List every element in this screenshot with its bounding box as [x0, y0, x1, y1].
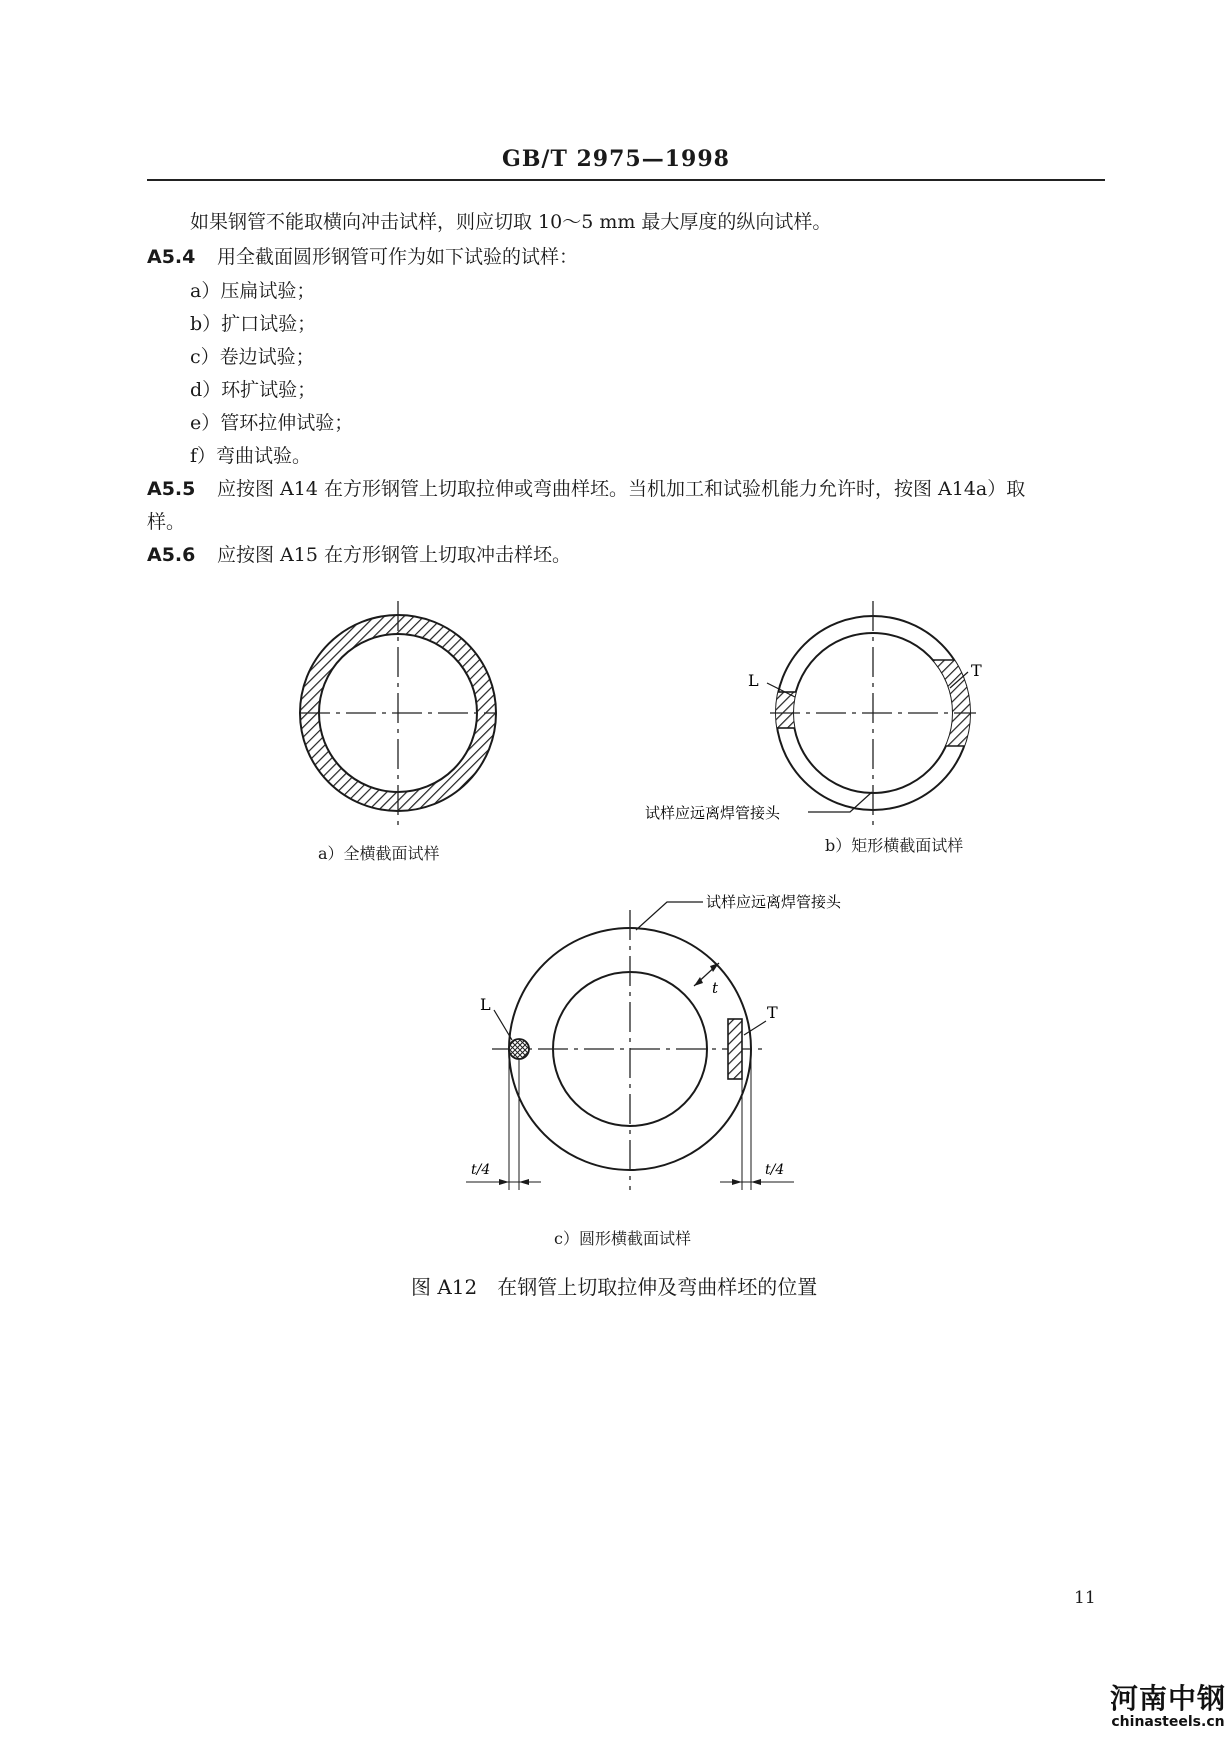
clause-number: A5.4 — [147, 246, 196, 268]
label-t: t — [712, 979, 719, 997]
clause-text: 应按图 A15 在方形钢管上切取冲击样坯。 — [217, 544, 571, 566]
list-item: b）扩口试验； — [190, 313, 317, 335]
weld-note: 试样应远离焊管接头 — [706, 893, 842, 911]
caption-a: a）全横截面试样 — [318, 844, 440, 863]
transverse-specimen — [728, 1019, 742, 1079]
clause-number: A5.5 — [147, 478, 196, 500]
dim-label-left: t/4 — [471, 1162, 491, 1178]
figure-c-round-section — [466, 893, 842, 1190]
weld-note: 试样应远离焊管接头 — [645, 804, 781, 822]
document-header: GB/T 2975—1998 — [502, 146, 730, 172]
figure-a-full-section — [300, 601, 496, 825]
list-item: e）管环拉伸试验； — [190, 412, 354, 434]
clause-text: 应按图 A14 在方形钢管上切取拉伸或弯曲样坯。当机加工和试验机能力允许时，按图 A14a）取 — [217, 478, 1026, 500]
list-item: c）卷边试验； — [190, 346, 315, 368]
label-T: T — [971, 661, 982, 680]
dimension-arrow — [751, 1179, 761, 1185]
clause-text: 用全截面圆形钢管可作为如下试验的试样： — [217, 246, 579, 268]
caption-b: b）矩形横截面试样 — [825, 836, 964, 855]
label-T: T — [767, 1003, 778, 1022]
leader-line-weld — [636, 902, 703, 930]
watermark-en: chinasteels.cn — [1111, 1714, 1225, 1730]
longitudinal-specimen — [773, 692, 811, 728]
dimension-arrow — [732, 1179, 742, 1185]
list-item: f）弯曲试验。 — [190, 445, 312, 467]
label-L: L — [748, 671, 759, 690]
list-item: d）环扩试验； — [190, 379, 317, 401]
clause-a5-5-continuation: 样。 — [147, 511, 186, 533]
intro-paragraph: 如果钢管不能取横向冲击试样，则应切取 10～5 mm 最大厚度的纵向试样。 — [190, 211, 832, 233]
label-L: L — [480, 995, 491, 1014]
list-item: a）压扁试验； — [190, 280, 316, 302]
leader-line-L — [494, 1010, 512, 1040]
longitudinal-round-specimen — [509, 1039, 529, 1059]
figure-title: 图 A12 在钢管上切取拉伸及弯曲样坯的位置 — [411, 1275, 818, 1299]
watermark-cn: 河南中钢 — [1109, 1682, 1226, 1715]
watermark-logo — [1110, 1684, 1226, 1730]
clause-number: A5.6 — [147, 544, 196, 566]
dimension-arrow — [519, 1179, 529, 1185]
caption-c: c）圆形横截面试样 — [554, 1229, 691, 1248]
page-number: 11 — [1074, 1588, 1096, 1608]
dimension-arrow — [499, 1179, 509, 1185]
dim-label-right: t/4 — [765, 1162, 785, 1178]
figure-b-rectangular-section — [645, 601, 982, 825]
transverse-specimen — [922, 660, 977, 746]
